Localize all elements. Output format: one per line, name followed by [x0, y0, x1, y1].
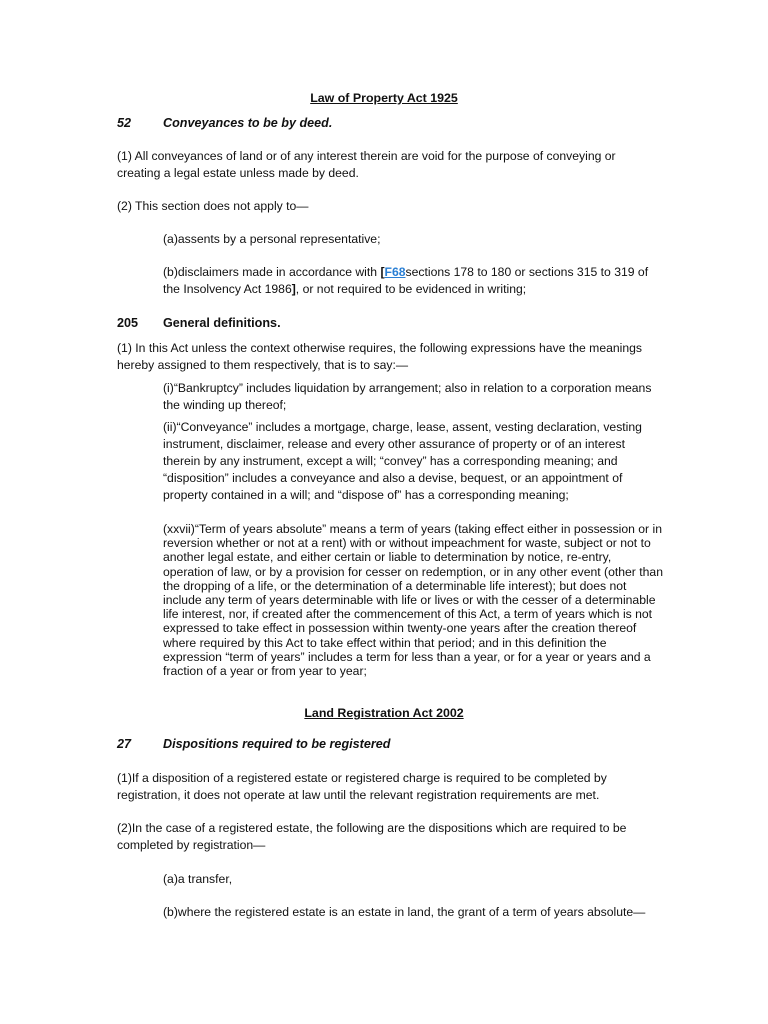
- section-52-item-b: [163, 264, 663, 298]
- definition-bankruptcy: (i)“Bankruptcy” includes liquidation by arrangement; also in relation to a corporation means the winding up thereof;: [163, 381, 652, 412]
- section-number-205: 205: [117, 316, 139, 330]
- section-heading-27: Dispositions required to be registered: [163, 737, 391, 751]
- section-52-para-2: (2) This section does not apply to—: [117, 199, 309, 213]
- amendment-open-bracket: [: [380, 265, 385, 279]
- section-number-52: 52: [117, 116, 132, 130]
- section-27-para-1: (1)If a disposition of a registered estate or registered charge is required to be completed by registration, it does not operate at law until the relevant registration requirements are met.: [117, 771, 607, 802]
- section-number-27: 27: [117, 737, 132, 751]
- section-52-item-a: (a)assents by a personal representative;: [163, 232, 381, 246]
- item-b-text-pre: (b)disclaimers made in accordance with: [163, 265, 381, 279]
- section-27-item-b: (b)where the registered estate is an estate in land, the grant of a term of years absolute—: [163, 905, 646, 919]
- definition-term-of-years-absolute: (xxvii)“Term of years absolute” means a term of years (taking effect either in possession or in reversion whether or not at a rent) with or without impeachment for waste, subject or not to another legal estate, and either certain or liable to determination by notice, re-entry, operation of law, or by a provision for cesser on redemption, or in any other event (other than the dropping of a life, or the determination of a determinable life interest); but does not include any term of years determinable with life or lives or with the cesser of a determinable life interest, nor, if created after the commencement of this Act, a term of years which is not expressed to take effect in possession within twenty-one years after the creation thereof where required by this Act to take effect within that period; and in this definition the expression “term of years” includes a term for less than a year, or for a year or years and a fraction of a year or from year to year;: [163, 522, 663, 679]
- section-heading-205: General definitions.: [163, 316, 281, 330]
- section-52-para-1: (1) All conveyances of land or of any interest therein are void for the purpose of conveying or creating a legal estate unless made by deed.: [117, 149, 616, 180]
- item-b-text-post: , or not required to be evidenced in writing;: [295, 282, 527, 296]
- item-b-text-mid: sections 178 to 180 or sections 315 to 319 of the Insolvency Act 1986: [163, 265, 649, 296]
- act-title-lpa-1925: Law of Property Act 1925: [310, 91, 458, 105]
- section-205-para-1: (1) In this Act unless the context otherwise requires, the following expressions have the meanings hereby assigned to them respectively, that is to say:—: [117, 341, 643, 372]
- amendment-link-f68[interactable]: F68: [384, 265, 406, 279]
- section-heading-52: Conveyances to be by deed.: [163, 116, 333, 130]
- definition-conveyance: (ii)“Conveyance” includes a mortgage, charge, lease, assent, vesting declaration, vesting instrument, disclaimer, release and every other assurance of property or of an interest therein by any instrument, except a will; “convey” has a corresponding meaning; and “disposition” includes a conveyance and also a devise, bequest, or an appointment of property contained in a will; and “dispose of” has a corresponding meaning;: [163, 420, 642, 502]
- act-title-lra-2002: Land Registration Act 2002: [304, 706, 464, 720]
- amendment-close-bracket: ]: [291, 282, 296, 296]
- section-27-para-2: (2)In the case of a registered estate, the following are the dispositions which are required to be completed by registration—: [117, 821, 627, 852]
- section-27-item-a: (a)a transfer,: [163, 872, 233, 886]
